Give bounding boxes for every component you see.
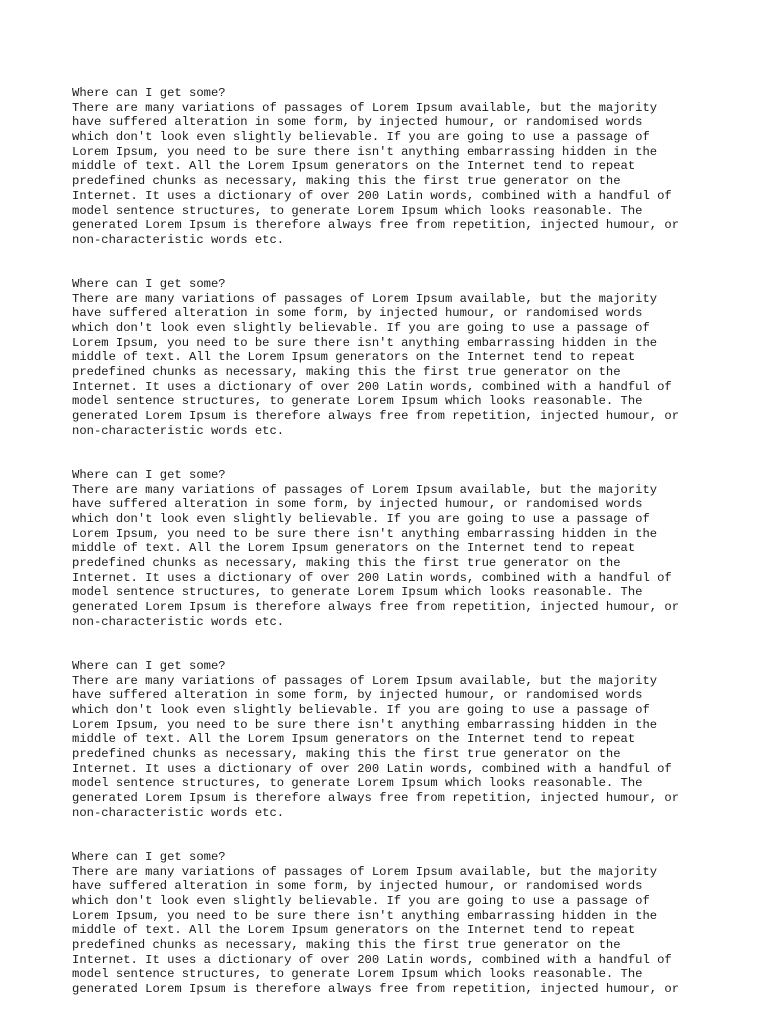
text-line: which don't look even slightly believable. If you are going to use a passage of	[72, 702, 650, 717]
text-line: non-characteristic words etc.	[72, 805, 285, 820]
text-line: which don't look even slightly believable. If you are going to use a passage of	[72, 321, 650, 336]
text-line: predefined chunks as necessary, making this the first true generator on the	[72, 937, 621, 952]
text-line: middle of text. All the Lorem Ipsum generators on the Internet tend to repeat	[72, 732, 636, 747]
text-line: have suffered alteration in some form, by injected humour, or randomised words	[72, 115, 643, 130]
section-heading: Where can I get some?	[72, 849, 226, 864]
text-line: have suffered alteration in some form, by injected humour, or randomised words	[72, 306, 643, 321]
text-line: generated Lorem Ipsum is therefore always free from repetition, injected humour, or	[72, 218, 680, 233]
text-line: Internet. It uses a dictionary of over 200 Latin words, combined with a handful of	[72, 761, 672, 776]
text-line: Internet. It uses a dictionary of over 200 Latin words, combined with a handful of	[72, 952, 672, 967]
text-line: Internet. It uses a dictionary of over 200 Latin words, combined with a handful of	[72, 188, 672, 203]
document-body	[72, 86, 712, 1024]
section-heading: Where can I get some?	[72, 658, 226, 673]
text-line: have suffered alteration in some form, by injected humour, or randomised words	[72, 497, 643, 512]
text-line: non-characteristic words etc.	[72, 614, 285, 629]
text-line: model sentence structures, to generate Lorem Ipsum which looks reasonable. The	[72, 394, 643, 409]
text-line: middle of text. All the Lorem Ipsum generators on the Internet tend to repeat	[72, 923, 636, 938]
text-line: Lorem Ipsum, you need to be sure there isn't anything embarrassing hidden in the	[72, 335, 658, 350]
text-line: predefined chunks as necessary, making this the first true generator on the	[72, 556, 621, 571]
section-4	[72, 659, 712, 821]
text-line: middle of text. All the Lorem Ipsum generators on the Internet tend to repeat	[72, 159, 636, 174]
section-1	[72, 86, 712, 248]
text-line: model sentence structures, to generate Lorem Ipsum which looks reasonable. The	[72, 585, 643, 600]
text-line: Internet. It uses a dictionary of over 200 Latin words, combined with a handful of	[72, 570, 672, 585]
text-line: generated Lorem Ipsum is therefore always free from repetition, injected humour, or	[72, 982, 680, 996]
text-line: predefined chunks as necessary, making this the first true generator on the	[72, 365, 621, 380]
text-line: generated Lorem Ipsum is therefore always free from repetition, injected humour, or	[72, 409, 680, 424]
text-line: non-characteristic words etc.	[72, 232, 285, 247]
section-heading: Where can I get some?	[72, 86, 226, 100]
text-line: have suffered alteration in some form, by injected humour, or randomised words	[72, 879, 643, 894]
section-heading: Where can I get some?	[72, 467, 226, 482]
text-line: middle of text. All the Lorem Ipsum generators on the Internet tend to repeat	[72, 541, 636, 556]
text-line: There are many variations of passages of Lorem Ipsum available, but the majority	[72, 482, 658, 497]
text-line: have suffered alteration in some form, by injected humour, or randomised words	[72, 688, 643, 703]
text-line: model sentence structures, to generate Lorem Ipsum which looks reasonable. The	[72, 203, 643, 218]
section-2	[72, 277, 712, 439]
text-line: predefined chunks as necessary, making this the first true generator on the	[72, 174, 621, 189]
text-line: There are many variations of passages of Lorem Ipsum available, but the majority	[72, 100, 658, 115]
text-line: model sentence structures, to generate Lorem Ipsum which looks reasonable. The	[72, 967, 643, 982]
text-line: Lorem Ipsum, you need to be sure there isn't anything embarrassing hidden in the	[72, 526, 658, 541]
text-line: non-characteristic words etc.	[72, 423, 285, 438]
text-line: model sentence structures, to generate Lorem Ipsum which looks reasonable. The	[72, 776, 643, 791]
text-line: Internet. It uses a dictionary of over 200 Latin words, combined with a handful of	[72, 379, 672, 394]
text-line: There are many variations of passages of Lorem Ipsum available, but the majority	[72, 864, 658, 879]
section-heading: Where can I get some?	[72, 276, 226, 291]
text-line: which don't look even slightly believable. If you are going to use a passage of	[72, 893, 650, 908]
text-line: middle of text. All the Lorem Ipsum generators on the Internet tend to repeat	[72, 350, 636, 365]
text-line: predefined chunks as necessary, making this the first true generator on the	[72, 746, 621, 761]
section-5	[72, 850, 712, 997]
text-line: There are many variations of passages of Lorem Ipsum available, but the majority	[72, 291, 658, 306]
text-line: generated Lorem Ipsum is therefore always free from repetition, injected humour, or	[72, 791, 680, 806]
text-line: Lorem Ipsum, you need to be sure there isn't anything embarrassing hidden in the	[72, 717, 658, 732]
text-line: which don't look even slightly believable. If you are going to use a passage of	[72, 130, 650, 145]
text-line: generated Lorem Ipsum is therefore always free from repetition, injected humour, or	[72, 600, 680, 615]
text-line: There are many variations of passages of Lorem Ipsum available, but the majority	[72, 673, 658, 688]
section-3	[72, 468, 712, 630]
text-line: Lorem Ipsum, you need to be sure there isn't anything embarrassing hidden in the	[72, 144, 658, 159]
text-line: Lorem Ipsum, you need to be sure there isn't anything embarrassing hidden in the	[72, 908, 658, 923]
text-line: which don't look even slightly believable. If you are going to use a passage of	[72, 511, 650, 526]
